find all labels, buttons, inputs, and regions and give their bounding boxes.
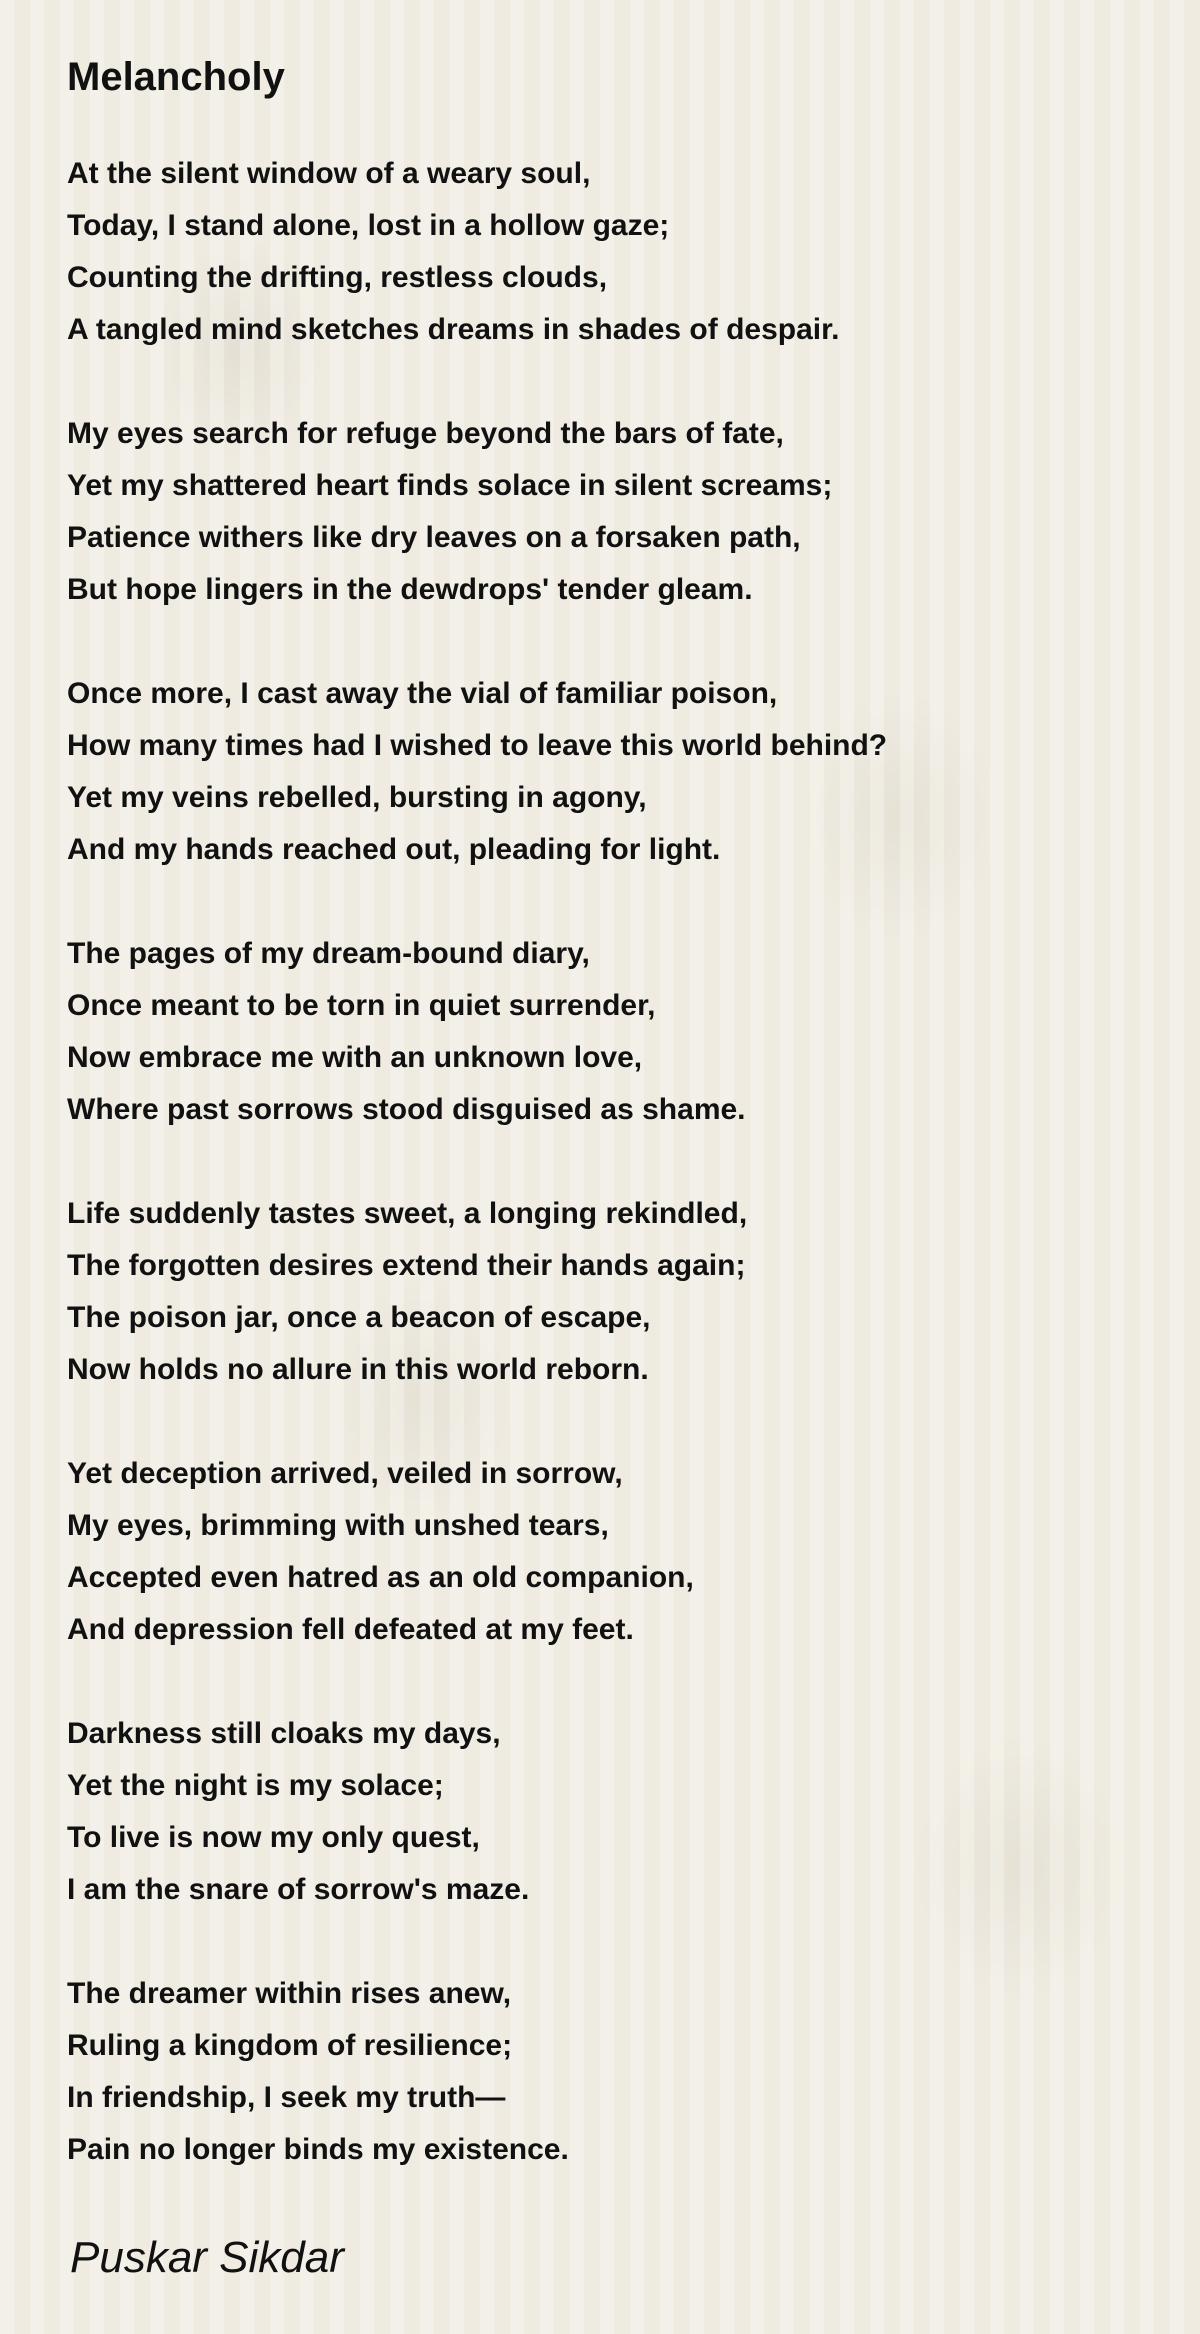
poem-title: Melancholy: [67, 55, 285, 99]
poem-line: How many times had I wished to leave this world behind?: [67, 729, 888, 762]
poem-line: Patience withers like dry leaves on a forsaken path,: [67, 521, 801, 554]
poem-line: Once more, I cast away the vial of familiar poison,: [67, 677, 778, 710]
stanza: [67, 668, 1147, 876]
poem-container: [67, 50, 1147, 2228]
poem-line: To live is now my only quest,: [67, 1821, 480, 1854]
poem-line: Now holds no allure in this world reborn.: [67, 1353, 649, 1386]
poem-line: Yet my veins rebelled, bursting in agony,: [67, 781, 647, 814]
stanza: [67, 1968, 1147, 2176]
stanza: [67, 1448, 1147, 1656]
poem-line: I am the snare of sorrow's maze.: [67, 1873, 530, 1906]
poem-line: The dreamer within rises anew,: [67, 1977, 512, 2010]
poem-body: [67, 148, 1147, 2176]
poem-line: Darkness still cloaks my days,: [67, 1717, 501, 1750]
poem-line: Ruling a kingdom of resilience;: [67, 2029, 513, 2062]
poem-line: Counting the drifting, restless clouds,: [67, 261, 608, 294]
poem-line: Where past sorrows stood disguised as shame.: [67, 1093, 746, 1126]
poem-line: Accepted even hatred as an old companion,: [67, 1561, 694, 1594]
stanza: [67, 408, 1147, 616]
poem-line: The pages of my dream-bound diary,: [67, 937, 590, 970]
poem-line: My eyes search for refuge beyond the bars of fate,: [67, 417, 784, 450]
poem-line: Yet deception arrived, veiled in sorrow,: [67, 1457, 623, 1490]
poem-line: The poison jar, once a beacon of escape,: [67, 1301, 651, 1334]
poem-line: But hope lingers in the dewdrops' tender gleam.: [67, 573, 753, 606]
poem-author: Puskar Sikdar: [70, 2233, 344, 2282]
poem-line: Life suddenly tastes sweet, a longing rekindled,: [67, 1197, 748, 1230]
poem-line: And depression fell defeated at my feet.: [67, 1613, 634, 1646]
stanza: [67, 148, 1147, 356]
poem-line: Yet the night is my solace;: [67, 1769, 444, 1802]
poem-line: Pain no longer binds my existence.: [67, 2133, 569, 2166]
stanza: [67, 1708, 1147, 1916]
poem-line: At the silent window of a weary soul,: [67, 157, 591, 190]
poem-line: In friendship, I seek my truth—: [67, 2081, 506, 2114]
poem-line: And my hands reached out, pleading for light.: [67, 833, 721, 866]
poem-line: Today, I stand alone, lost in a hollow gaze;: [67, 209, 670, 242]
stanza: [67, 928, 1147, 1136]
poem-line: My eyes, brimming with unshed tears,: [67, 1509, 609, 1542]
poem-line: Yet my shattered heart finds solace in silent screams;: [67, 469, 833, 502]
poem-line: Once meant to be torn in quiet surrender,: [67, 989, 656, 1022]
poem-line: The forgotten desires extend their hands again;: [67, 1249, 746, 1282]
poem-line: Now embrace me with an unknown love,: [67, 1041, 643, 1074]
poem-line: A tangled mind sketches dreams in shades of despair.: [67, 313, 840, 346]
stanza: [67, 1188, 1147, 1396]
